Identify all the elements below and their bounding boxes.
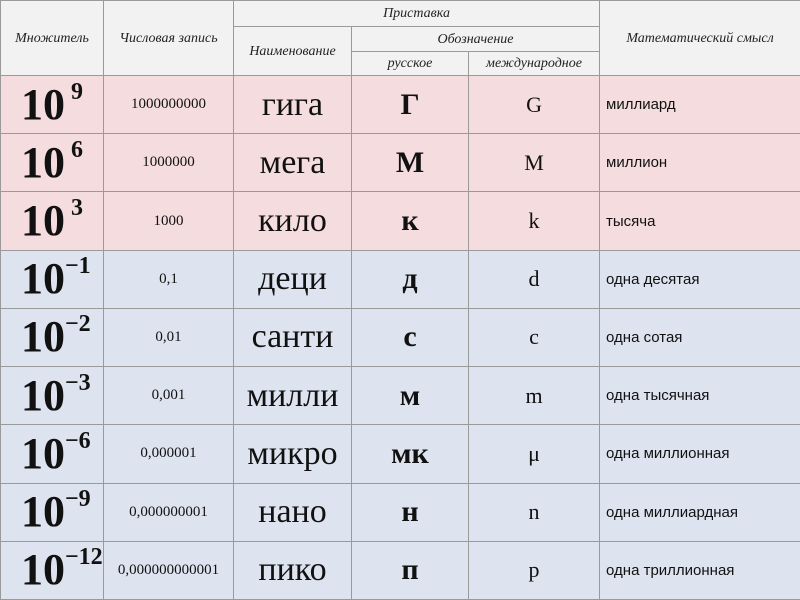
table-header: [1, 1, 800, 76]
power-exponent: 6: [71, 136, 83, 163]
prefix-name-cell: микро: [234, 425, 352, 483]
russian-symbol-cell: н: [352, 483, 469, 541]
russian-symbol-cell: к: [352, 192, 469, 250]
header-name: Наименование: [234, 27, 352, 76]
international-symbol-cell: m: [469, 367, 600, 425]
prefix-name-cell: милли: [234, 367, 352, 425]
russian-symbol-cell: с: [352, 308, 469, 366]
table-row: [1, 192, 800, 250]
international-symbol-cell: n: [469, 483, 600, 541]
international-symbol-cell: G: [469, 76, 600, 134]
power-base: 10: [21, 545, 65, 595]
header-international: международное: [469, 52, 600, 76]
international-symbol-cell: p: [469, 541, 600, 599]
russian-symbol-cell: м: [352, 367, 469, 425]
header-numeric-notation: Числовая запись: [104, 1, 234, 76]
russian-symbol-cell: М: [352, 134, 469, 192]
power-base: 10: [21, 370, 65, 420]
international-symbol-cell: μ: [469, 425, 600, 483]
header-multiplier: Множитель: [1, 1, 104, 76]
prefix-name-cell: кило: [234, 192, 352, 250]
header-prefix: Приставка: [234, 1, 600, 27]
header-russian: русское: [352, 52, 469, 76]
multiplier-cell: [1, 483, 104, 541]
multiplier-cell: [1, 192, 104, 250]
numeric-cell: 1000000: [104, 134, 234, 192]
power-base: 10: [21, 79, 65, 129]
power-exponent: −12: [65, 544, 103, 571]
power-exponent: 9: [71, 78, 83, 105]
meaning-cell: тысяча: [600, 192, 800, 250]
numeric-cell: 0,000001: [104, 425, 234, 483]
power-base: 10: [21, 254, 65, 304]
table-row: [1, 134, 800, 192]
multiplier-cell: [1, 308, 104, 366]
table-row: [1, 367, 800, 425]
prefix-name-cell: мега: [234, 134, 352, 192]
numeric-cell: 0,000000001: [104, 483, 234, 541]
power-exponent: −9: [65, 486, 91, 513]
meaning-cell: миллиард: [600, 76, 800, 134]
table-row: [1, 250, 800, 308]
power-exponent: −2: [65, 311, 91, 338]
russian-symbol-cell: мк: [352, 425, 469, 483]
prefix-name-cell: гига: [234, 76, 352, 134]
prefix-name-cell: деци: [234, 250, 352, 308]
numeric-cell: 1000: [104, 192, 234, 250]
meaning-cell: миллион: [600, 134, 800, 192]
header-math-meaning: Математический смысл: [600, 1, 800, 76]
multiplier-cell: [1, 134, 104, 192]
table-body: [1, 76, 800, 600]
international-symbol-cell: k: [469, 192, 600, 250]
meaning-cell: одна миллиардная: [600, 483, 800, 541]
table-row: [1, 541, 800, 599]
power-exponent: −3: [65, 369, 91, 396]
numeric-cell: 1000000000: [104, 76, 234, 134]
numeric-cell: 0,01: [104, 308, 234, 366]
power-base: 10: [21, 487, 65, 537]
power-base: 10: [21, 428, 65, 478]
international-symbol-cell: d: [469, 250, 600, 308]
multiplier-cell: [1, 250, 104, 308]
meaning-cell: одна триллионная: [600, 541, 800, 599]
numeric-cell: 0,1: [104, 250, 234, 308]
table-row: [1, 308, 800, 366]
power-exponent: −1: [65, 253, 91, 280]
international-symbol-cell: M: [469, 134, 600, 192]
power-exponent: 3: [71, 195, 83, 222]
meaning-cell: одна тысячная: [600, 367, 800, 425]
prefix-name-cell: пико: [234, 541, 352, 599]
table-row: [1, 76, 800, 134]
multiplier-cell: [1, 367, 104, 425]
multiplier-cell: [1, 425, 104, 483]
power-base: 10: [21, 196, 65, 246]
table-row: [1, 483, 800, 541]
meaning-cell: одна десятая: [600, 250, 800, 308]
multiplier-cell: [1, 541, 104, 599]
russian-symbol-cell: Г: [352, 76, 469, 134]
meaning-cell: одна миллионная: [600, 425, 800, 483]
power-base: 10: [21, 137, 65, 187]
numeric-cell: 0,000000000001: [104, 541, 234, 599]
international-symbol-cell: c: [469, 308, 600, 366]
russian-symbol-cell: д: [352, 250, 469, 308]
power-base: 10: [21, 312, 65, 362]
power-exponent: −6: [65, 427, 91, 454]
prefix-name-cell: нано: [234, 483, 352, 541]
header-designation: Обозначение: [352, 27, 600, 52]
russian-symbol-cell: п: [352, 541, 469, 599]
numeric-cell: 0,001: [104, 367, 234, 425]
meaning-cell: одна сотая: [600, 308, 800, 366]
prefix-name-cell: санти: [234, 308, 352, 366]
table-row: [1, 425, 800, 483]
multiplier-cell: [1, 76, 104, 134]
